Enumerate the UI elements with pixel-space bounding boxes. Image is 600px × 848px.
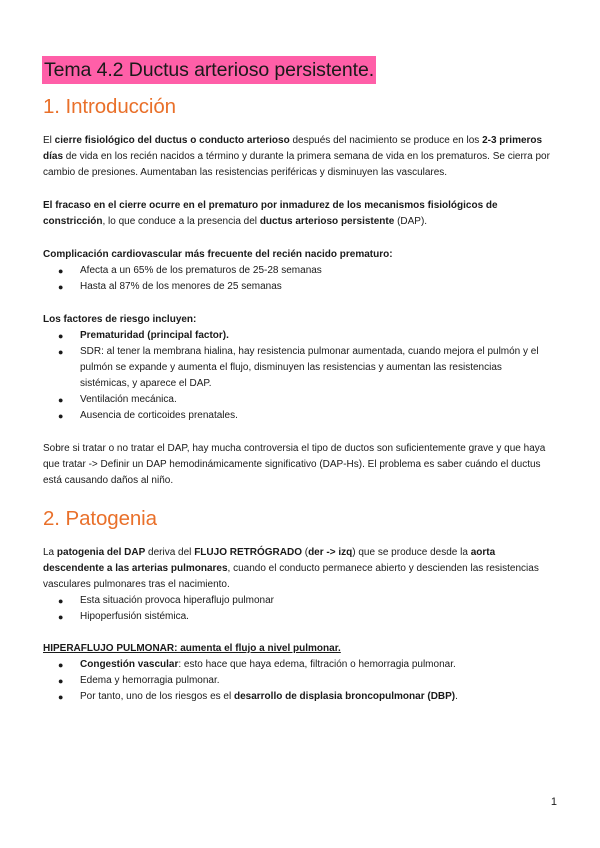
section-heading-patogenia: 2. Patogenia (43, 507, 157, 530)
bold-text: desarrollo de displasia broncopulmonar (DBP) (233, 691, 456, 702)
page-content (43, 56, 550, 705)
list-item-text: Prematuridad (principal factor). (80, 330, 229, 341)
bold-text: cierre fisiológico del ductus o conducto arterioso (54, 135, 290, 146)
document-title: Tema 4.2 Ductus arterioso persistente. (42, 56, 376, 84)
list-item (43, 657, 550, 673)
list-item-text: Ventilación mecánica. (80, 394, 177, 405)
bold-text: patogenia del DAP (56, 547, 146, 558)
list-item (43, 344, 550, 392)
list-item (43, 392, 550, 408)
bullet-icon: ● (58, 660, 64, 670)
list-item (43, 689, 550, 705)
list-item-text: : esto hace que haya edema, filtración o hemorragia pulmonar. (178, 659, 456, 670)
bold-text: ductus arterioso persistente (259, 216, 395, 227)
list-item-text: Hasta al 87% de los menores de 25 semanas (80, 281, 282, 292)
text-run: , cuando el conducto permanece abierto y descienden las resistencias vasculares pulmonares tras el nacimiento. (43, 563, 539, 590)
bullet-icon: ● (58, 676, 64, 686)
list-item-text: . (455, 691, 458, 702)
risk-factors-list (43, 328, 550, 424)
hiperaflujo-list (43, 657, 550, 705)
list-item (43, 408, 550, 424)
list-item (43, 609, 550, 625)
text-run: ( (301, 547, 309, 558)
hiperaflujo-label (43, 641, 550, 657)
list-item-text: Esta situación provoca hiperaflujo pulmonar (80, 595, 274, 606)
list-item (43, 328, 550, 344)
bullet-icon: ● (58, 347, 64, 357)
bullet-icon: ● (58, 266, 64, 276)
patogenia-paragraph-1 (43, 545, 550, 593)
text-run: después del nacimiento se produce en los (289, 135, 483, 146)
bold-text: Los factores de riesgo incluyen: (43, 314, 197, 325)
intro-paragraph-3: Sobre si tratar o no tratar el DAP, hay mucha controversia el tipo de ductos son suficientemente grave y que haya que tratar -> Definir un DAP hemodinámicamente significativo (DAP-Hs). El problema es saber cuándo el ductus está causando daños al niño. (43, 443, 546, 486)
bold-text: der -> izq (308, 547, 353, 558)
bullet-icon: ● (58, 596, 64, 606)
bullet-icon: ● (58, 612, 64, 622)
text-run: , lo que conduce a la presencia del (102, 216, 260, 227)
bullet-icon: ● (58, 282, 64, 292)
intro-paragraph-1 (43, 133, 550, 181)
list-item (43, 593, 550, 609)
list-item (43, 673, 550, 689)
list-item-text: Hipoperfusión sistémica. (80, 611, 189, 622)
text-run: ) que se produce desde la (352, 547, 471, 558)
bold-text: FLUJO RETRÓGRADO (194, 547, 302, 558)
risk-factors-label (43, 312, 550, 328)
text-run: La (43, 547, 57, 558)
bold-text: 2-3 primeros días (43, 135, 543, 162)
patogenia-list (43, 593, 550, 625)
bold-text: Complicación cardiovascular más frecuente del recién nacido prematuro: (43, 249, 393, 260)
bold-text: El fracaso en el cierre ocurre en el prematuro por inmadurez de los mecanismos fisiológicos de constricción (43, 200, 498, 227)
text-run: deriva del (145, 547, 195, 558)
list-item (43, 279, 550, 295)
section-heading-introduccion: 1. Introducción (43, 95, 176, 118)
bullet-icon: ● (58, 395, 64, 405)
bullet-icon: ● (58, 692, 64, 702)
complication-list (43, 263, 550, 295)
page-number: 1 (550, 796, 557, 808)
list-item-text: Edema y hemorragia pulmonar. (80, 675, 220, 686)
bold-text: Congestión vascular (80, 659, 179, 670)
text-run: de vida en los recién nacidos a término y durante la primera semana de vida en los prematuros. Se cierra por cambio de presiones. Aumentaban las resistencias periféricas y disminuyen las vasculares. (43, 151, 550, 178)
list-item-text: SDR: al tener la membrana hialina, hay resistencia pulmonar aumentada, cuando mejora el pulmón y el pulmón se expande y aumenta el flujo, disminuyen las resistencias y aumentan las resistencias sistémicas, y aparece el DAP. (80, 346, 539, 389)
bullet-icon: ● (58, 331, 64, 341)
list-item-text: Por tanto, uno de los riesgos es el (80, 691, 234, 702)
list-item (43, 263, 550, 279)
text-run: El (43, 135, 55, 146)
text-run: (DAP). (394, 216, 428, 227)
list-item-text: Ausencia de corticoides prenatales. (80, 410, 238, 421)
underlined-bold-text: HIPERAFLUJO PULMONAR: aumenta el flujo a nivel pulmonar. (43, 643, 341, 654)
bold-text: aorta descendente a las arterias pulmonares (43, 547, 496, 574)
intro-paragraph-2 (43, 198, 550, 230)
list-item-text: Afecta a un 65% de los prematuros de 25-28 semanas (80, 265, 322, 276)
bullet-icon: ● (58, 411, 64, 421)
complication-label (43, 247, 550, 263)
